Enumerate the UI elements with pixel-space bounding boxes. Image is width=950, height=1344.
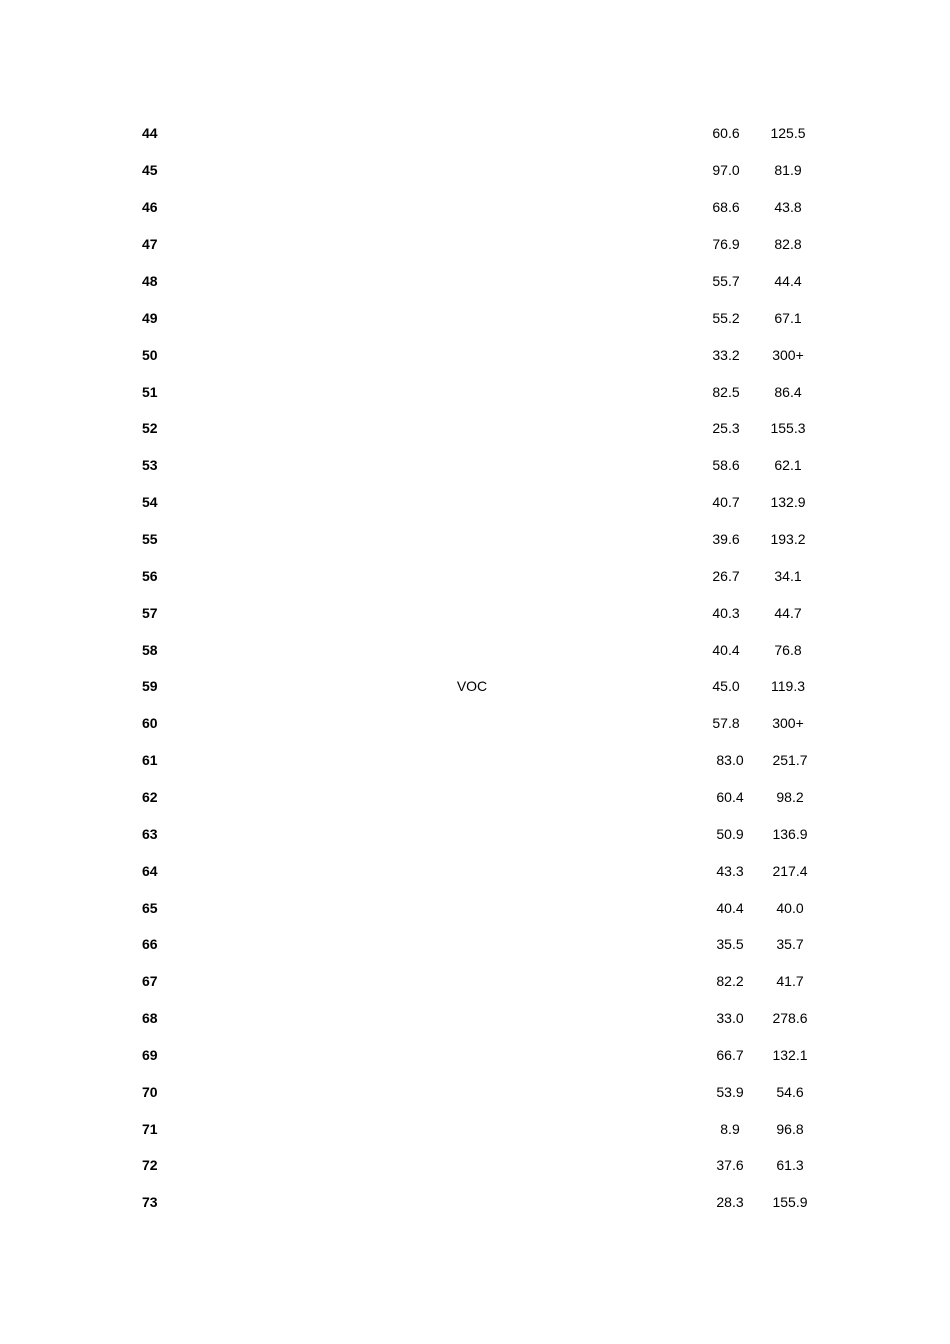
value-1: 53.9 <box>716 1084 744 1100</box>
value-2: 98.2 <box>776 789 804 805</box>
table-row <box>0 713 950 733</box>
table-row <box>0 824 950 844</box>
row-number: 44 <box>142 125 158 141</box>
table-row <box>0 1192 950 1212</box>
row-number: 70 <box>142 1084 158 1100</box>
table-row <box>0 418 950 438</box>
value-2: 119.3 <box>771 678 805 694</box>
row-number: 69 <box>142 1047 158 1063</box>
row-number: 66 <box>142 936 158 952</box>
row-number: 51 <box>142 384 158 400</box>
row-number: 72 <box>142 1157 158 1173</box>
row-number: 49 <box>142 310 158 326</box>
row-number: 67 <box>142 973 158 989</box>
value-1: 97.0 <box>712 162 740 178</box>
table-row <box>0 492 950 512</box>
table-row <box>0 271 950 291</box>
value-1: 58.6 <box>712 457 740 473</box>
value-2: 300+ <box>772 347 804 363</box>
table-row <box>0 1082 950 1102</box>
value-1: 83.0 <box>716 752 744 768</box>
row-number: 65 <box>142 900 158 916</box>
value-1: 43.3 <box>716 863 744 879</box>
row-number: 50 <box>142 347 158 363</box>
value-1: 76.9 <box>712 236 740 252</box>
table-row <box>0 676 950 696</box>
row-number: 71 <box>142 1121 158 1137</box>
table-row <box>0 787 950 807</box>
value-2: 62.1 <box>774 457 802 473</box>
value-2: 76.8 <box>774 642 802 658</box>
value-2: 34.1 <box>774 568 802 584</box>
value-2: 86.4 <box>774 384 802 400</box>
row-number: 55 <box>142 531 158 547</box>
value-1: 45.0 <box>712 678 740 694</box>
value-1: 82.5 <box>712 384 740 400</box>
value-1: 35.5 <box>716 936 744 952</box>
value-2: 82.8 <box>774 236 802 252</box>
row-number: 59 <box>142 678 158 694</box>
value-2: 41.7 <box>776 973 804 989</box>
table-row <box>0 455 950 475</box>
table-row <box>0 123 950 143</box>
row-number: 45 <box>142 162 158 178</box>
table-row <box>0 934 950 954</box>
row-number: 48 <box>142 273 158 289</box>
table-row <box>0 1045 950 1065</box>
value-1: 82.2 <box>716 973 744 989</box>
row-number: 61 <box>142 752 158 768</box>
table-row <box>0 566 950 586</box>
value-1: 33.2 <box>712 347 740 363</box>
value-2: 44.4 <box>774 273 802 289</box>
value-1: 40.4 <box>716 900 744 916</box>
value-2: 300+ <box>772 715 804 731</box>
value-2: 193.2 <box>770 531 806 547</box>
value-2: 54.6 <box>776 1084 804 1100</box>
value-2: 44.7 <box>774 605 802 621</box>
value-1: 28.3 <box>716 1194 744 1210</box>
row-number: 52 <box>142 420 158 436</box>
value-2: 278.6 <box>772 1010 808 1026</box>
table-row <box>0 234 950 254</box>
value-1: 60.4 <box>716 789 744 805</box>
value-2: 136.9 <box>772 826 808 842</box>
value-2: 132.9 <box>770 494 806 510</box>
value-2: 155.3 <box>770 420 806 436</box>
value-1: 55.2 <box>712 310 740 326</box>
value-1: 66.7 <box>716 1047 744 1063</box>
table-row <box>0 382 950 402</box>
value-1: 39.6 <box>712 531 740 547</box>
table-row <box>0 1008 950 1028</box>
value-2: 67.1 <box>774 310 802 326</box>
row-number: 64 <box>142 863 158 879</box>
value-1: 40.4 <box>712 642 740 658</box>
value-1: 8.9 <box>720 1121 740 1137</box>
row-number: 68 <box>142 1010 158 1026</box>
value-2: 61.3 <box>776 1157 804 1173</box>
table-row <box>0 861 950 881</box>
table-row <box>0 197 950 217</box>
value-1: 25.3 <box>712 420 740 436</box>
table-row <box>0 160 950 180</box>
table-row <box>0 971 950 991</box>
row-label: VOC <box>456 678 488 694</box>
value-2: 132.1 <box>772 1047 808 1063</box>
row-number: 46 <box>142 199 158 215</box>
value-2: 125.5 <box>770 125 806 141</box>
value-1: 68.6 <box>712 199 740 215</box>
value-1: 57.8 <box>712 715 740 731</box>
value-2: 43.8 <box>774 199 802 215</box>
value-2: 155.9 <box>772 1194 808 1210</box>
row-number: 62 <box>142 789 158 805</box>
value-1: 40.3 <box>712 605 740 621</box>
value-1: 60.6 <box>712 125 740 141</box>
value-1: 33.0 <box>716 1010 744 1026</box>
value-1: 26.7 <box>712 568 740 584</box>
row-number: 60 <box>142 715 158 731</box>
table-row <box>0 1119 950 1139</box>
row-number: 56 <box>142 568 158 584</box>
value-2: 35.7 <box>776 936 804 952</box>
value-2: 96.8 <box>776 1121 804 1137</box>
table-row <box>0 898 950 918</box>
table-row <box>0 603 950 623</box>
table-row <box>0 1155 950 1175</box>
row-number: 53 <box>142 457 158 473</box>
value-1: 37.6 <box>716 1157 744 1173</box>
row-number: 54 <box>142 494 158 510</box>
row-number: 57 <box>142 605 158 621</box>
row-number: 47 <box>142 236 158 252</box>
table-row <box>0 308 950 328</box>
row-number: 58 <box>142 642 158 658</box>
table-row <box>0 750 950 770</box>
value-2: 40.0 <box>776 900 804 916</box>
value-1: 55.7 <box>712 273 740 289</box>
row-number: 73 <box>142 1194 158 1210</box>
value-1: 40.7 <box>712 494 740 510</box>
value-1: 50.9 <box>716 826 744 842</box>
table-row <box>0 529 950 549</box>
table-row <box>0 345 950 365</box>
table-row <box>0 640 950 660</box>
value-2: 81.9 <box>774 162 802 178</box>
row-number: 63 <box>142 826 158 842</box>
value-2: 251.7 <box>772 752 808 768</box>
value-2: 217.4 <box>772 863 808 879</box>
